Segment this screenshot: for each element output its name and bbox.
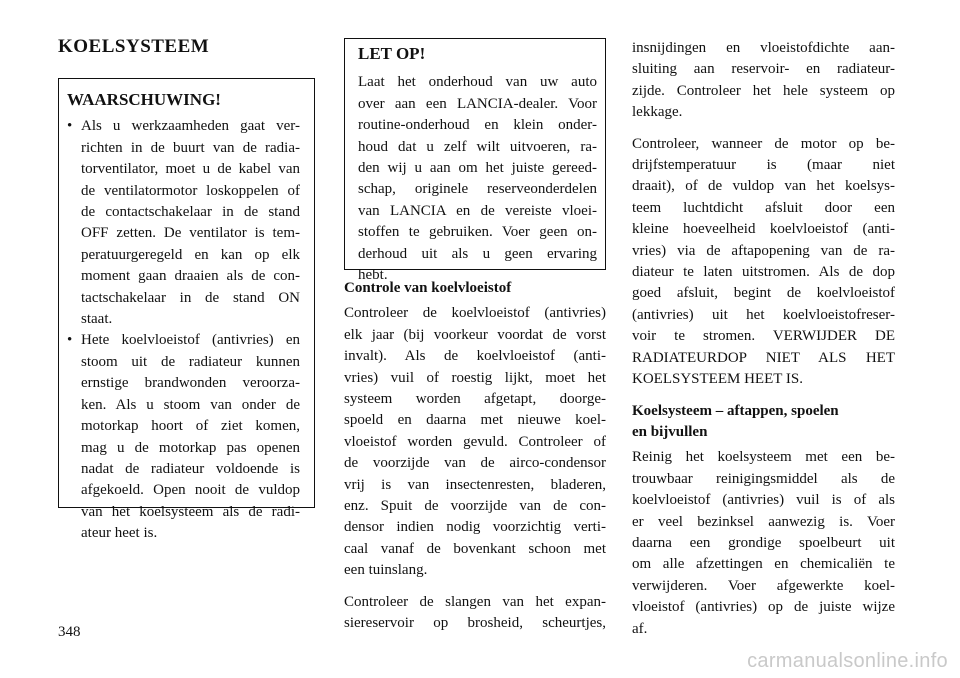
bullet-icon: • bbox=[67, 332, 73, 349]
text-line: Laat het onderhoud van uw auto bbox=[358, 74, 597, 91]
text-line: routine-onderhoud en klein onder- bbox=[358, 117, 597, 134]
text-line: goed afsluit, begint de koelvloeistof bbox=[632, 285, 895, 302]
text-line: zijde. Controleer het hele systeem op bbox=[632, 82, 895, 99]
text-line: van LANCIA en de vereiste vloei- bbox=[358, 202, 597, 219]
text-line: RADIATEURDOP NIET ALS HET bbox=[632, 349, 895, 366]
text-line: afgekoeld. Open nooit de vuldop bbox=[81, 482, 300, 499]
text-line: vries) vuil of roestig lijkt, moet het bbox=[344, 369, 606, 386]
text-line: insnijdingen en vloeistofdichte aan- bbox=[632, 40, 895, 56]
text-line: caal vanaf de bovenkant schoon met bbox=[344, 540, 606, 557]
text-line: stoffen te gebruiken. Voer geen on- bbox=[358, 224, 597, 241]
text-line: nadat de radiateur voldoende is bbox=[81, 460, 300, 477]
text-line: diateur te laten uitstromen. Als de dop bbox=[632, 264, 895, 281]
section-title: KOELSYSTEEM bbox=[58, 36, 210, 57]
text-line: de contactschakelaar in de stand bbox=[81, 204, 300, 221]
coolant-hoses-paragraph bbox=[344, 592, 606, 635]
text-line: tactschakelaar in de stand ON bbox=[81, 289, 300, 306]
attention-title: LET OP! bbox=[358, 44, 426, 63]
coolant-check-paragraph bbox=[344, 303, 606, 581]
text-line: Controleer de slangen van het expan- bbox=[344, 593, 606, 610]
text-line: koelvloeistof (antivries) vuil is of als bbox=[632, 492, 895, 509]
text-line: teem luchtdicht afsluit door een bbox=[632, 199, 895, 216]
text-line: Reinig het koelsysteem met een be- bbox=[632, 449, 895, 466]
inspection-paragraph bbox=[632, 38, 895, 124]
text-line: lekkage. bbox=[632, 104, 683, 121]
text-line: over aan een LANCIA-dealer. Voor bbox=[358, 95, 597, 112]
text-line: richten in de buurt van de radia- bbox=[81, 139, 300, 156]
warning-item bbox=[67, 330, 300, 544]
right-column bbox=[632, 38, 895, 650]
watermark-text: carmanualsonline.info bbox=[747, 650, 948, 672]
text-line: derhoud uit als u geen ervaring bbox=[358, 245, 597, 262]
text-line: motorkap hoort of ziet komen, bbox=[81, 418, 300, 435]
text-line: draait), of de vuldop van het koelsys- bbox=[632, 178, 895, 195]
middle-column bbox=[344, 38, 606, 635]
text-line: schap, originele reserveonderdelen bbox=[358, 181, 597, 198]
pressure-cap-paragraph bbox=[632, 134, 895, 391]
text-line: sluiting aan reservoir- en radiateur- bbox=[632, 61, 895, 78]
flush-paragraph bbox=[632, 447, 895, 640]
text-line: systeem worden afgetapt, doorge- bbox=[344, 391, 606, 408]
text-line: om alle afzettingen en chemicaliën te bbox=[632, 556, 895, 573]
text-line: trouwbaar reinigingsmiddel als de bbox=[632, 470, 895, 487]
text-line: moment gaan draaien als de con- bbox=[81, 268, 300, 285]
text-line: een tuinslang. bbox=[344, 562, 428, 579]
text-line: de ventilatormotor loskoppelen of bbox=[81, 182, 300, 199]
text-line: densor indien nodig voorzichtig verti- bbox=[344, 519, 606, 536]
text-line: er veel bezinksel aanwezig is. Voer bbox=[632, 513, 895, 530]
warning-title: WAARSCHUWING! bbox=[67, 90, 221, 109]
text-line: hebt. bbox=[358, 267, 388, 284]
warning-box bbox=[58, 78, 315, 542]
page-number: 348 bbox=[58, 624, 81, 640]
text-line: ken. Als u stoom van onder de bbox=[81, 396, 300, 413]
text-line: ernstige brandwonden veroorza- bbox=[81, 375, 300, 392]
text-line: mag u de motorkap pas openen bbox=[81, 439, 300, 456]
text-line: KOELSYSTEEM HEET IS. bbox=[632, 371, 803, 388]
text-line: daarna een grondige spoelbeurt uit bbox=[632, 534, 895, 551]
text-line: kleine hoeveelheid koelvloeistof (anti- bbox=[632, 221, 895, 238]
text-line: OFF zetten. De ventilator is tem- bbox=[81, 225, 300, 242]
heading-line: en bijvullen bbox=[632, 423, 708, 440]
text-line: van het koelsysteem als de radi- bbox=[81, 503, 300, 520]
text-line: Als u werkzaamheden gaat ver- bbox=[81, 118, 300, 135]
warning-item bbox=[67, 116, 300, 330]
text-line: vloeistof (antivries) op de juiste wijze bbox=[632, 599, 895, 616]
text-line: af. bbox=[632, 620, 648, 637]
text-line: (antivries) uit het koelvloeistofreser- bbox=[632, 306, 895, 323]
text-line: vries) via de aftapopening van de ra- bbox=[632, 242, 895, 259]
text-line: ateur heet is. bbox=[81, 525, 158, 542]
text-line: de voorzijde van de airco-condensor bbox=[344, 455, 606, 472]
text-line: voir te stromen. VERWIJDER DE bbox=[632, 328, 895, 345]
heading-line: Koelsysteem – aftappen, spoelen bbox=[632, 402, 839, 419]
text-line: houd dat u zelf wilt uitvoeren, ra- bbox=[358, 138, 597, 155]
text-line: elk jaar (bij voorkeur voordat de vorst bbox=[344, 326, 606, 343]
attention-box bbox=[344, 38, 606, 284]
text-line: vloeistof worden gevuld. Controleer of bbox=[344, 433, 606, 450]
coolant-check-heading: Controle van koelvloeistof bbox=[344, 280, 512, 296]
text-line: siereservoir op brosheid, scheurtjes, bbox=[344, 615, 606, 632]
text-line: Controleer, wanneer de motor op be- bbox=[632, 135, 895, 152]
warning-list bbox=[67, 116, 300, 544]
text-line: spoeld en daarna met nieuwe koel- bbox=[344, 412, 606, 429]
text-line: invalt). Als de koelvloeistof (anti- bbox=[344, 348, 606, 365]
text-line: enz. Spuit de voorzijde van de con- bbox=[344, 498, 606, 515]
text-line: stoom uit de radiateur kunnen bbox=[81, 353, 300, 370]
text-line: peratuurgeregeld en kan op elk bbox=[81, 246, 300, 263]
text-line: verwijderen. Voer afgewerkte koel- bbox=[632, 577, 895, 594]
text-line: torventilator, moet u de kabel van bbox=[81, 161, 300, 178]
text-line: Controleer de koelvloeistof (antivries) bbox=[344, 305, 606, 322]
text-line: vrij is van insectenresten, bladeren, bbox=[344, 476, 606, 493]
text-line: staat. bbox=[81, 311, 113, 328]
text-line: Hete koelvloeistof (antivries) en bbox=[81, 332, 300, 349]
text-line: den wij u aan om het juiste gereed- bbox=[358, 160, 597, 177]
text-line: drijfstemperatuur is (maar niet bbox=[632, 157, 895, 174]
flush-heading bbox=[632, 401, 895, 444]
bullet-icon: • bbox=[67, 118, 73, 135]
